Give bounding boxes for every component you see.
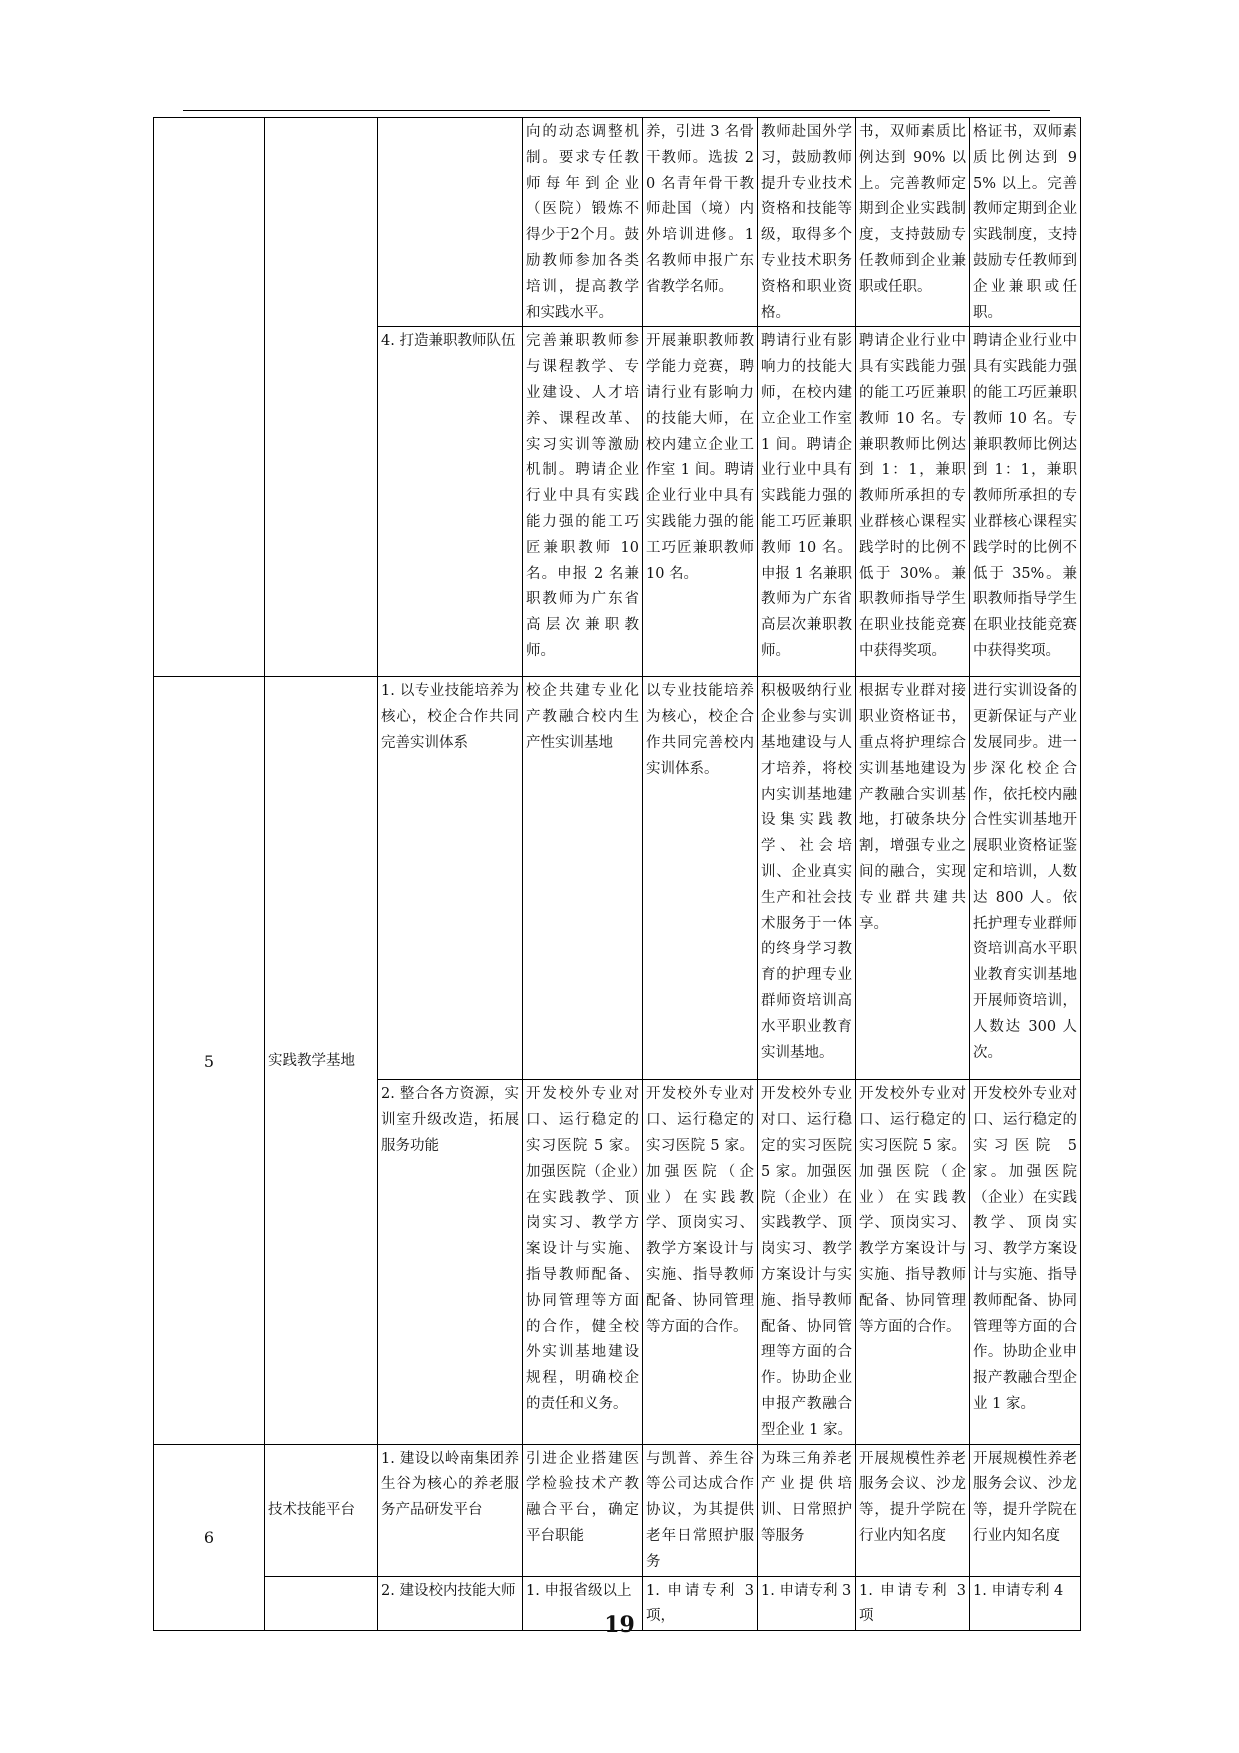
plan-cell: 与凯普、养生谷等公司达成合作协议，为其提供老年日常照护服务: [643, 1444, 758, 1576]
plan-cell: 完善兼职教师参与课程教学、专业建设、人才培养、课程改革、实习实训等激励机制。聘请企业行业中具有实践能力强的能工巧匠兼职教师 10 名。申报 2 名兼职教师为广东省高层次兼职教师。: [523, 327, 643, 677]
task-cell: [378, 118, 523, 327]
plan-cell: 开展兼职教师教学能力竞赛，聘请行业有影响力的技能大师，在校内建立企业工作室 1 间。聘请企业行业中具有实践能力强的能工巧匠兼职教师 10 名。: [643, 327, 758, 677]
plan-cell: 开发校外专业对口、运行稳定的实习医院 5 家。加强医院（企业）在实践教学、顶岗实习、教学方案设计与实施、指导教师配备、协同管理等方面的合作。协助企业申报产教融合型企业 1 家。: [758, 1080, 856, 1444]
task-cell: 1. 以专业技能培养为核心，校企合作共同完善实训体系: [378, 677, 523, 1080]
row-number-cell: 6: [154, 1444, 265, 1631]
category-cell: 技术技能平台: [265, 1444, 378, 1576]
plan-cell: 聘请企业行业中具有实践能力强的能工巧匠兼职教师 10 名。专兼职教师比例达到 1：1，兼职教师所承担的专业群核心课程实践学时的比例不低于 30%。兼职教师指导学生在职业技能竞赛中获得奖项。: [856, 327, 970, 677]
row-number-cell: [154, 118, 265, 677]
header-rule: [183, 110, 1050, 111]
plan-cell: 引进企业搭建医学检验技术产教融合平台，确定平台职能: [523, 1444, 643, 1576]
plan-cell: 书，双师素质比例达到 90% 以上。完善教师定期到企业实践制度，支持鼓励专任教师到企业兼职或任职。: [856, 118, 970, 327]
row-number-cell: 5: [154, 677, 265, 1444]
plan-cell: 开发校外专业对口、运行稳定的实习医院 5 家。加强医院（企业）在实践教学、顶岗实习、教学方案设计与实施、指导教师配备、协同管理等方面的合作。: [643, 1080, 758, 1444]
plan-cell: 开展规模性养老服务会议、沙龙等，提升学院在行业内知名度: [856, 1444, 970, 1576]
plan-cell: 1. 申请专利 3 项: [856, 1576, 970, 1631]
plan-cell: 1. 申请专利 3 项，: [643, 1576, 758, 1631]
plan-cell: 养，引进 3 名骨干教师。选拔 20 名青年骨干教师赴国（境）内外培训进修。1 名教师申报广东省教学名师。: [643, 118, 758, 327]
plan-cell: 积极吸纳行业企业参与实训基地建设与人才培养，将校内实训基地建设集实践教学、社会培训、企业真实生产和社会技术服务于一体的终身学习教育的护理专业群师资培训高水平职业教育实训基地。: [758, 677, 856, 1080]
plan-cell: 1. 申请专利 4: [970, 1576, 1081, 1631]
plan-cell: 1. 申请专利 3: [758, 1576, 856, 1631]
page-number: 19: [604, 1612, 635, 1638]
construction-plan-table: [153, 117, 1081, 1631]
plan-cell: 开展规模性养老服务会议、沙龙等，提升学院在行业内知名度: [970, 1444, 1081, 1576]
category-cell: [265, 118, 378, 677]
plan-cell: 聘请行业有影响力的技能大师，在校内建立企业工作室 1 间。聘请企业行业中具有实践能力强的能工巧匠兼职教师 10 名。申报 1 名兼职教师为广东省高层次兼职教师。: [758, 327, 856, 677]
plan-cell: 开发校外专业对口、运行稳定的实习医院 5 家。加强医院（企业）在实践教学、顶岗实习、教学方案设计与实施、指导教师配备、协同管理等方面的合作。协助企业申报产教融合型企业 1 家。: [970, 1080, 1081, 1444]
plan-cell: 根据专业群对接职业资格证书，重点将护理综合实训基地建设为产教融合实训基地，打破条块分割，增强专业之间的融合，实现专业群共建共享。: [856, 677, 970, 1080]
table-row: [154, 118, 1081, 327]
table-row: [154, 1444, 1081, 1576]
plan-cell: 格证书，双师素质比例达到 95% 以上。完善教师定期到企业实践制度，支持鼓励专任教师到企业兼职或任职。: [970, 118, 1081, 327]
plan-cell: 进行实训设备的更新保证与产业发展同步。进一步深化校企合作，依托校内融合性实训基地开展职业资格证鉴定和培训，人数达 800 人。依托护理专业群师资培训高水平职业教育实训基地开展师资培训，人数达 300 人次。: [970, 677, 1081, 1080]
task-cell: 1. 建设以岭南集团养生谷为核心的养老服务产品研发平台: [378, 1444, 523, 1576]
task-cell: 2. 整合各方资源，实训室升级改造，拓展服务功能: [378, 1080, 523, 1444]
plan-cell: 校企共建专业化产教融合校内生产性实训基地: [523, 677, 643, 1080]
task-cell: 2. 建设校内技能大师: [378, 1576, 523, 1631]
plan-cell: 以专业技能培养为核心，校企合作共同完善校内实训体系。: [643, 677, 758, 1080]
task-cell: 4. 打造兼职教师队伍: [378, 327, 523, 677]
plan-cell: 聘请企业行业中具有实践能力强的能工巧匠兼职教师 10 名。专兼职教师比例达到 1：1，兼职教师所承担的专业群核心课程实践学时的比例不低于 35%。兼职教师指导学生在职业技能竞赛中获得奖项。: [970, 327, 1081, 677]
plan-cell: 开发校外专业对口、运行稳定的实习医院 5 家。加强医院（企业）在实践教学、顶岗实习、教学方案设计与实施、指导教师配备、协同管理等方面的合作，健全校外实训基地建设规程，明确校企的责任和义务。: [523, 1080, 643, 1444]
category-cell: 实践教学基地: [265, 677, 378, 1444]
table-row: [154, 677, 1081, 1080]
plan-cell: 1. 申报省级以上: [523, 1576, 643, 1631]
plan-cell: 向的动态调整机制。要求专任教师每年到企业（医院）锻炼不得少于2个月。鼓励教师参加各类培训，提高教学和实践水平。: [523, 118, 643, 327]
plan-cell: 教师赴国外学习，鼓励教师提升专业技术资格和技能等级，取得多个专业技术职务资格和职业资格。: [758, 118, 856, 327]
plan-cell: 为珠三角养老产业提供培训、日常照护等服务: [758, 1444, 856, 1576]
plan-cell: 开发校外专业对口、运行稳定的实习医院 5 家。加强医院（企业）在实践教学、顶岗实习、教学方案设计与实施、指导教师配备、协同管理等方面的合作。: [856, 1080, 970, 1444]
